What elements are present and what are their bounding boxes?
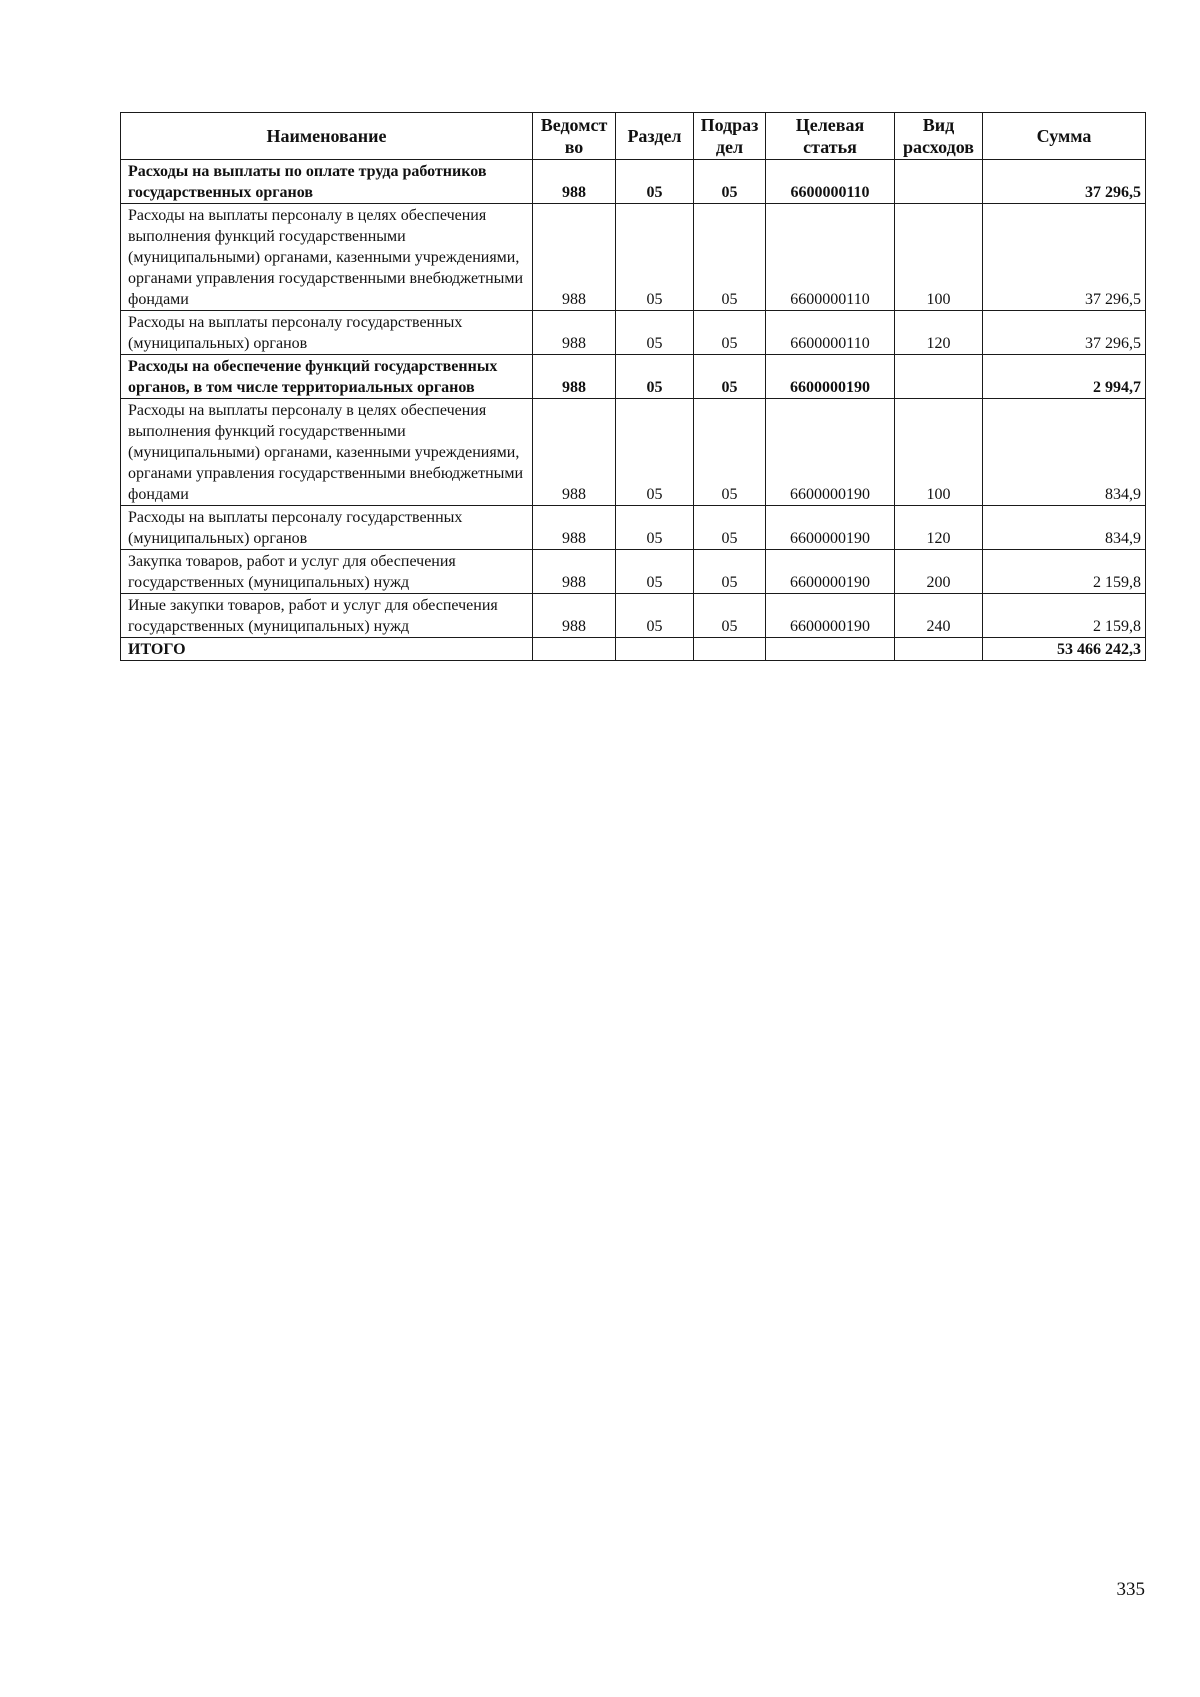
total-empty-cell (766, 638, 895, 661)
header-subsection: Подраз дел (694, 113, 766, 160)
cell-target: 6600000110 (766, 204, 895, 311)
cell-amount: 37 296,5 (983, 311, 1146, 355)
cell-section: 05 (616, 160, 694, 204)
cell-name: Расходы на выплаты по оплате труда работников государственных органов (121, 160, 533, 204)
cell-name: Расходы на выплаты персоналу в целях обеспечения выполнения функций государственными (муниципальными) органами, казенными учреждениями, органами управления государственными внебюджетными фондами (121, 204, 533, 311)
cell-name: Расходы на выплаты персоналу государственных (муниципальных) органов (121, 506, 533, 550)
cell-target: 6600000190 (766, 399, 895, 506)
header-amount: Сумма (983, 113, 1146, 160)
header-exp-type: Вид расходов (895, 113, 983, 160)
cell-name: Расходы на обеспечение функций государственных органов, в том числе территориальных органов (121, 355, 533, 399)
cell-dept: 988 (533, 550, 616, 594)
total-empty-cell (895, 638, 983, 661)
table-row (121, 550, 1146, 594)
cell-amount: 37 296,5 (983, 204, 1146, 311)
cell-section: 05 (616, 355, 694, 399)
cell-subsection: 05 (694, 550, 766, 594)
cell-subsection: 05 (694, 594, 766, 638)
cell-subsection: 05 (694, 399, 766, 506)
total-empty-cell (694, 638, 766, 661)
cell-amount: 2 994,7 (983, 355, 1146, 399)
cell-dept: 988 (533, 160, 616, 204)
cell-subsection: 05 (694, 204, 766, 311)
cell-exp-type: 120 (895, 506, 983, 550)
header-dept: Ведомст во (533, 113, 616, 160)
budget-table (120, 112, 1146, 661)
cell-target: 6600000110 (766, 311, 895, 355)
total-row (121, 638, 1146, 661)
cell-target: 6600000190 (766, 594, 895, 638)
cell-dept: 988 (533, 506, 616, 550)
cell-subsection: 05 (694, 355, 766, 399)
cell-amount: 834,9 (983, 399, 1146, 506)
total-amount: 53 466 242,3 (983, 638, 1146, 661)
cell-target: 6600000190 (766, 506, 895, 550)
cell-exp-type: 120 (895, 311, 983, 355)
cell-section: 05 (616, 594, 694, 638)
cell-dept: 988 (533, 355, 616, 399)
cell-dept: 988 (533, 311, 616, 355)
table-row (121, 399, 1146, 506)
table-header-row (121, 113, 1146, 160)
cell-section: 05 (616, 311, 694, 355)
cell-subsection: 05 (694, 311, 766, 355)
cell-exp-type: 100 (895, 399, 983, 506)
cell-name: Расходы на выплаты персоналу государственных (муниципальных) органов (121, 311, 533, 355)
cell-target: 6600000190 (766, 355, 895, 399)
cell-target: 6600000190 (766, 550, 895, 594)
cell-target: 6600000110 (766, 160, 895, 204)
cell-name: Расходы на выплаты персоналу в целях обеспечения выполнения функций государственными (муниципальными) органами, казенными учреждениями, органами управления государственными внебюджетными фондами (121, 399, 533, 506)
total-empty-cell (616, 638, 694, 661)
cell-exp-type (895, 160, 983, 204)
table-row (121, 311, 1146, 355)
page-number: 335 (1116, 1579, 1145, 1600)
cell-amount: 2 159,8 (983, 550, 1146, 594)
cell-dept: 988 (533, 594, 616, 638)
cell-name: Закупка товаров, работ и услуг для обеспечения государственных (муниципальных) нужд (121, 550, 533, 594)
cell-name: Иные закупки товаров, работ и услуг для обеспечения государственных (муниципальных) нужд (121, 594, 533, 638)
table-row (121, 355, 1146, 399)
header-target: Целевая статья (766, 113, 895, 160)
cell-section: 05 (616, 204, 694, 311)
table-row (121, 594, 1146, 638)
cell-section: 05 (616, 399, 694, 506)
cell-subsection: 05 (694, 160, 766, 204)
total-empty-cell (533, 638, 616, 661)
table-row (121, 160, 1146, 204)
table-row (121, 204, 1146, 311)
cell-dept: 988 (533, 204, 616, 311)
cell-section: 05 (616, 506, 694, 550)
cell-amount: 834,9 (983, 506, 1146, 550)
header-name: Наименование (121, 113, 533, 160)
cell-exp-type (895, 355, 983, 399)
cell-exp-type: 100 (895, 204, 983, 311)
total-label: ИТОГО (121, 638, 533, 661)
cell-amount: 37 296,5 (983, 160, 1146, 204)
cell-subsection: 05 (694, 506, 766, 550)
cell-section: 05 (616, 550, 694, 594)
cell-amount: 2 159,8 (983, 594, 1146, 638)
cell-exp-type: 240 (895, 594, 983, 638)
table-row (121, 506, 1146, 550)
cell-exp-type: 200 (895, 550, 983, 594)
cell-dept: 988 (533, 399, 616, 506)
header-section: Раздел (616, 113, 694, 160)
table-body (121, 160, 1146, 638)
